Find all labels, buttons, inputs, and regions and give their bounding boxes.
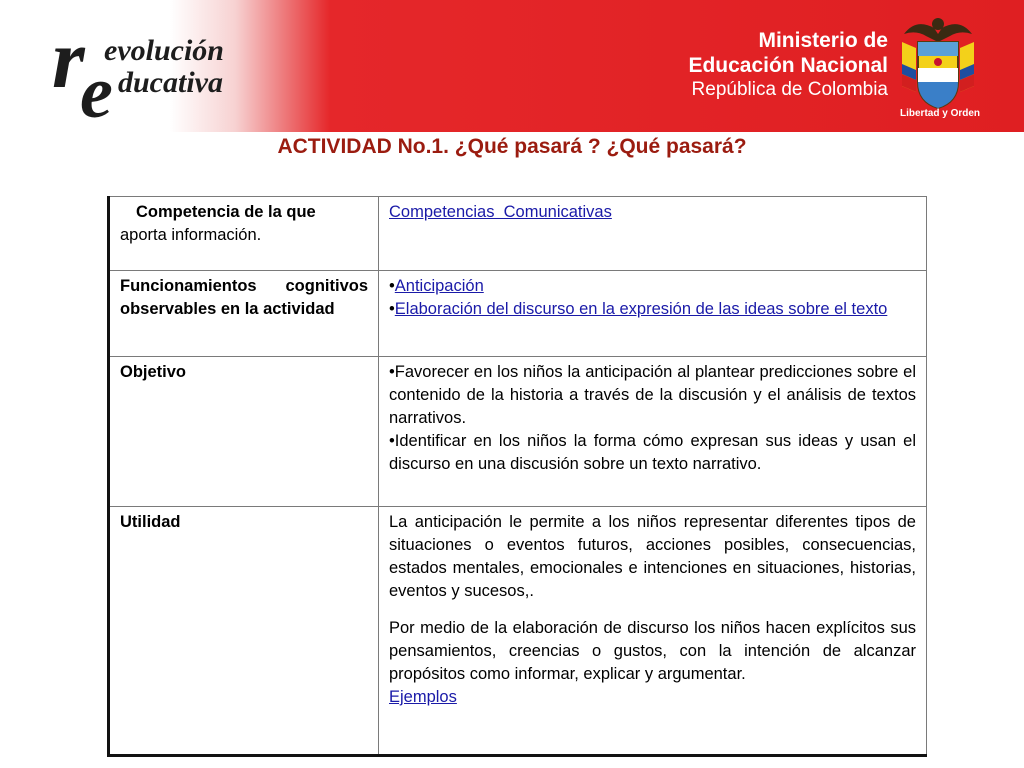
label-line-1: Competencia de la que [136,203,316,221]
logo-letter-e: e [80,52,113,134]
row-value-utilidad [379,507,927,756]
revolucion-educativa-logo [52,13,272,134]
row-label-utilidad: Utilidad [109,507,379,756]
paragraph-spacer [389,603,916,617]
ministry-line-1: Ministerio de [758,29,888,52]
logo-word-ducativa: ducativa [118,66,223,99]
table-row [109,507,927,756]
activity-info-table [107,196,927,757]
objetivo-item-2: •Identificar en los niños la forma cómo expresan sus ideas y usan el discurso en una discusión sobre un texto narrativo. [389,432,916,473]
logo-word-evolucion: evolución [104,34,224,67]
table-row [109,271,927,357]
anticipacion-link[interactable]: Anticipación [394,277,484,295]
elaboracion-discurso-link[interactable]: Elaboración del discurso en la expresión de las ideas sobre el texto [394,300,888,318]
row-label-competencia [109,197,379,271]
colombia-coat-of-arms-icon [896,12,980,120]
header-banner [0,0,1024,132]
logo-letter-r: r [52,13,85,106]
row-label-objetivo: Objetivo [109,357,379,507]
objetivo-item-1: •Favorecer en los niños la anticipación al plantear predicciones sobre el contenido de la historia a través de la discusión y el análisis de textos narrativos. [389,363,916,427]
ejemplos-link[interactable]: Ejemplos [389,688,457,706]
label-line-2: aporta información. [120,226,262,244]
table-row [109,357,927,507]
coat-of-arms-motto: Libertad y Orden [900,108,981,119]
row-value-funcionamientos [379,271,927,357]
ministry-line-2: Educación Nacional [688,54,888,77]
utilidad-paragraph-2: Por medio de la elaboración de discurso los niños hacen explícitos sus pensamientos, creencias o gustos, con la intención de alcanzar propósitos como informar, explicar y argumentar. [389,619,916,683]
page-title: ACTIVIDAD No.1. ¿Qué pasará ? ¿Qué pasará? [277,135,747,158]
ministry-line-3: República de Colombia [691,79,888,100]
list-item: •Elaboración del discurso en la expresión de las ideas sobre el texto [389,300,888,318]
competencias-comunicativas-link[interactable]: Competencias Comunicativas [389,203,612,221]
table-row [109,197,927,271]
list-item: •Anticipación [389,277,484,295]
ministry-logo-text [688,28,888,101]
utilidad-paragraph-1: La anticipación le permite a los niños representar diferentes tipos de situaciones o eventos futuros, acciones posibles, consecuencias, estados mentales, emocionales e intenciones en situaciones, historias, eventos y sucesos,. [389,513,916,600]
row-value-objetivo [379,357,927,507]
row-value-competencia [379,197,927,271]
row-label-funcionamientos: Funcionamientos cognitivos observables en la actividad [109,271,379,357]
